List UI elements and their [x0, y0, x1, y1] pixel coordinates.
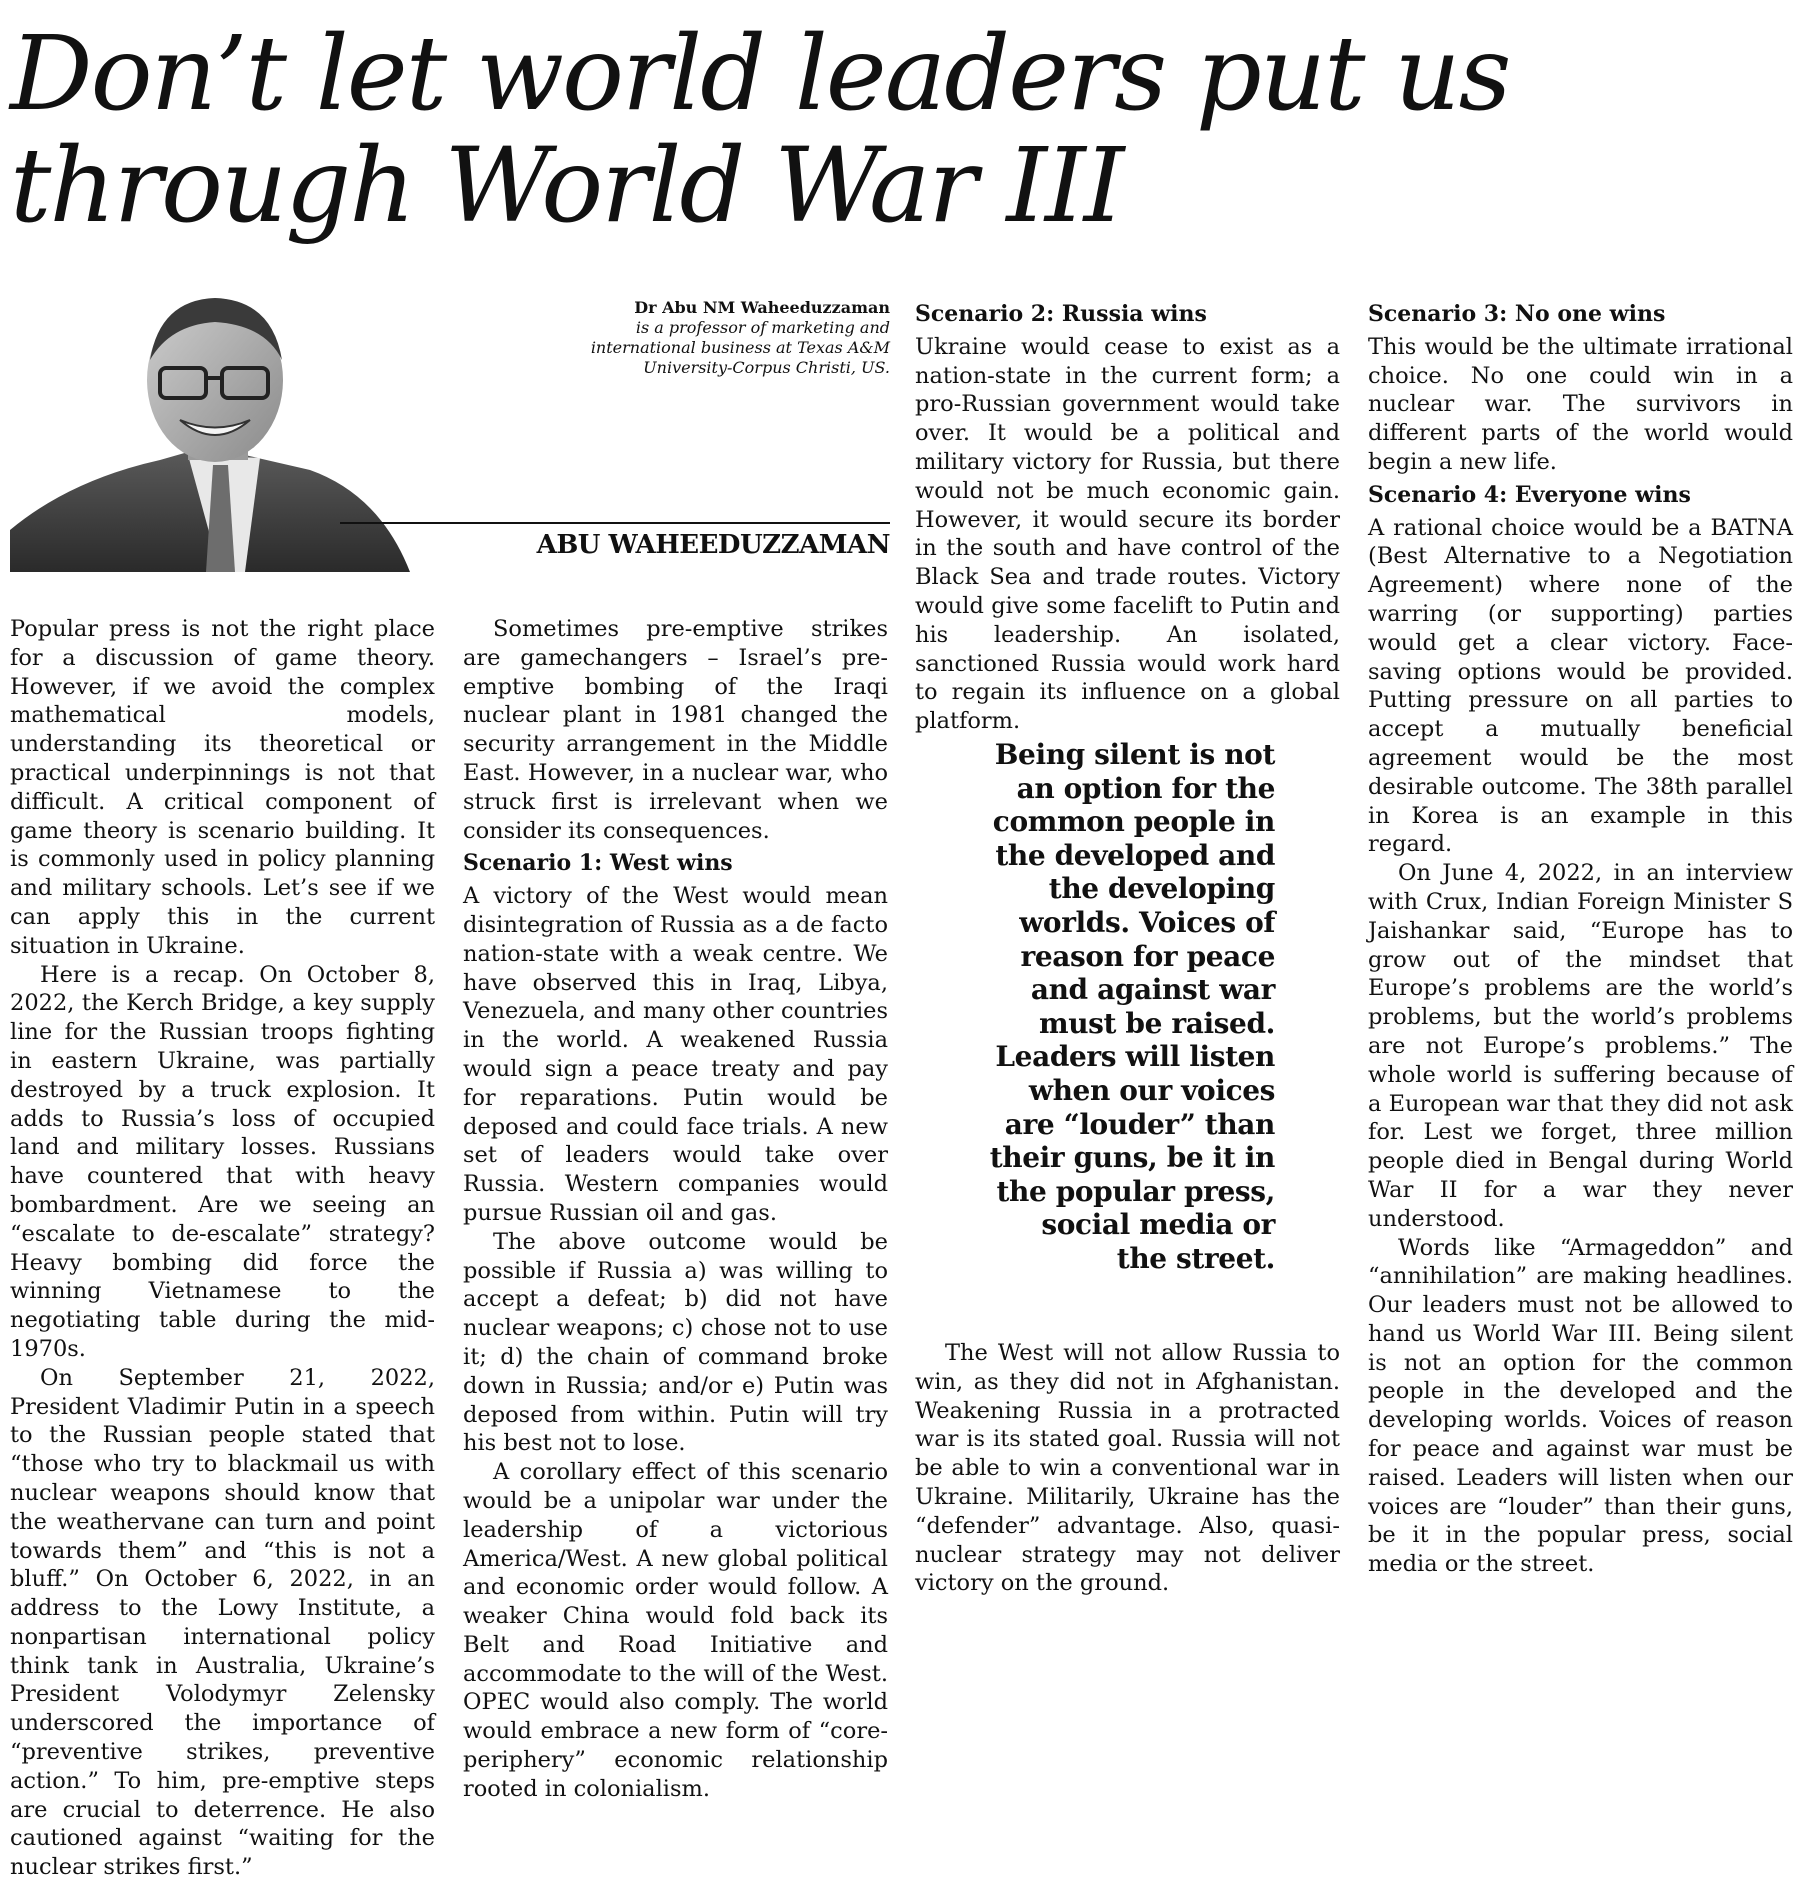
paragraph: Ukraine would cease to exist as a nation-state in the current form; a pro-Russian government would take over. It would be a political and military victory for Russia, but there would not be much economic gain. However, it would secure its border in the south and have control of the Black Sea and trade routes. Victory would give some facelift to Putin and his leadership. An isolated, sanctioned Russia would work hard to regain its influence on a global platform.	[915, 333, 1340, 735]
paragraph: Popular press is not the right place for a discussion of game theory. However, if we avoid the complex mathematical models, understanding its theoretical or practical underpinnings is not that difficult. A critical component of game theory is scenario building. It is commonly used in policy planning and military schools. Let’s see if we can apply this in the current situation in Ukraine.	[10, 616, 435, 959]
headline: Don’t let world leaders put us through World War III	[10, 14, 1510, 246]
author-description: is a professor of marketing and international business at Texas A&M University-Corpus Christi, US.	[590, 318, 890, 377]
subheading-scenario-2: Scenario 2: Russia wins	[915, 301, 1207, 327]
paragraph: On September 21, 2022, President Vladimir Putin in a speech to the Russian people stated that “those who try to blackmail us with nuclear weapons should know that the weathervane can turn and point towards them” and “this is not a bluff.” On October 6, 2022, in an address to the Lowy Institute, a nonpartisan international policy think tank in Australia, Ukraine’s President Volodymyr Zelensky underscored the importance of “preventive strikes, preventive action.” To him, pre-emptive steps are crucial to deterrence. He also cautioned against “waiting for the nuclear strikes first.”	[10, 1364, 435, 1881]
paragraph: A victory of the West would mean disintegration of Russia as a de facto nation-state with a weak centre. We have observed this in Iraq, Libya, Venezuela, and many other countries in the world. A weakened Russia would sign a peace treaty and pay for reparations. Putin would be deposed and could face trials. A new set of leaders would take over Russia. Western companies would pursue Russian oil and gas.	[463, 883, 888, 1226]
column-3-bottom	[915, 1339, 1340, 1598]
subheading-scenario-4: Scenario 4: Everyone wins	[1368, 481, 1691, 508]
column-2	[463, 615, 888, 1804]
byline-rule	[340, 522, 890, 524]
paragraph: A corollary effect of this scenario would be a unipolar war under the leadership of a victorious America/West. A new global political and economic order would follow. A weaker China would fold back its Belt and Road Initiative and accommodate to the will of the West. OPEC would also comply. The world would embrace a new form of “core-periphery” economic relationship rooted in colonialism.	[463, 1459, 888, 1802]
author-info	[560, 298, 890, 378]
paragraph: Words like “Armageddon” and “annihilation” are making headlines. Our leaders must not be allowed to hand us World War III. Being silent is not an option for the common people in the developed and the developing worlds. Voices of reason for peace and against war must be raised. Leaders will listen when our voices are “louder” than their guns, be it in the popular press, social media or the street.	[1368, 1234, 1793, 1578]
paragraph: A rational choice would be a BATNA (Best Alternative to a Negotiation Agreement) where none of the warring (or supporting) parties would get a clear victory. Face-saving options would be provided. Putting pressure on all parties to accept a mutually beneficial agreement would be the most desirable outcome. The 38th parallel in Korea is an example in this regard.	[1368, 514, 1793, 858]
author-name: Dr Abu NM Waheeduzzaman	[634, 298, 890, 317]
subheading-scenario-1: Scenario 1: West wins	[463, 850, 733, 877]
column-4	[1368, 296, 1793, 1579]
author-photo	[10, 290, 465, 572]
paragraph: On June 4, 2022, in an interview with Crux, Indian Foreign Minister S Jaishankar said, “Europe has to grow out of the mindset that Europe’s problems are the world’s problems, but the world’s problems are not Europe’s problems.” The whole world is suffering because of a European war that they did not ask for. Lest we forget, three million people died in Bengal during World War II for a war they never understood.	[1368, 860, 1793, 1232]
subheading-scenario-3: Scenario 3: No one wins	[1368, 301, 1666, 327]
column-3-top	[915, 296, 1340, 736]
byline-block	[10, 290, 890, 572]
paragraph: Sometimes pre-emptive strikes are gamechangers – Israel’s pre-emptive bombing of the Iraqi nuclear plant in 1981 changed the security arrangement in the Middle East. However, in a nuclear war, who struck first is irrelevant when we consider its consequences.	[463, 616, 888, 844]
paragraph: This would be the ultimate irrational choice. No one could win in a nuclear war. The survivors in different parts of the world would begin a new life.	[1368, 333, 1793, 475]
column-1	[10, 615, 435, 1882]
pull-quote: Being silent is not an option for the common people in the developed and the developing worlds. Voices of reason for peace and against war must be raised. Leaders will listen when our voices are “louder” than their guns, be it in the popular press, social media or the street.	[989, 738, 1275, 1275]
paragraph: Here is a recap. On October 8, 2022, the Kerch Bridge, a key supply line for the Russian troops fighting in eastern Ukraine, was partially destroyed by a truck explosion. It adds to Russia’s loss of occupied land and military losses. Russians have countered that with heavy bombardment. Are we seeing an “escalate to de-escalate” strategy? Heavy bombing did force the winning Vietnamese to the negotiating table during the mid-1970s.	[10, 961, 435, 1362]
paragraph: The above outcome would be possible if Russia a) was willing to accept a defeat; b) did not have nuclear weapons; c) chose not to use it; d) the chain of command broke down in Russia; and/or e) Putin was deposed from within. Putin will try his best not to lose.	[463, 1228, 888, 1457]
author-byline: ABU WAHEEDUZZAMAN	[536, 530, 890, 560]
paragraph: The West will not allow Russia to win, as they did not in Afghanistan. Weakening Russia in a protracted war is its stated goal. Russia will not be able to win a conventional war in Ukraine. Militarily, Ukraine has the “defender” advantage. Also, quasi-nuclear strategy may not deliver victory on the ground.	[915, 1340, 1340, 1597]
